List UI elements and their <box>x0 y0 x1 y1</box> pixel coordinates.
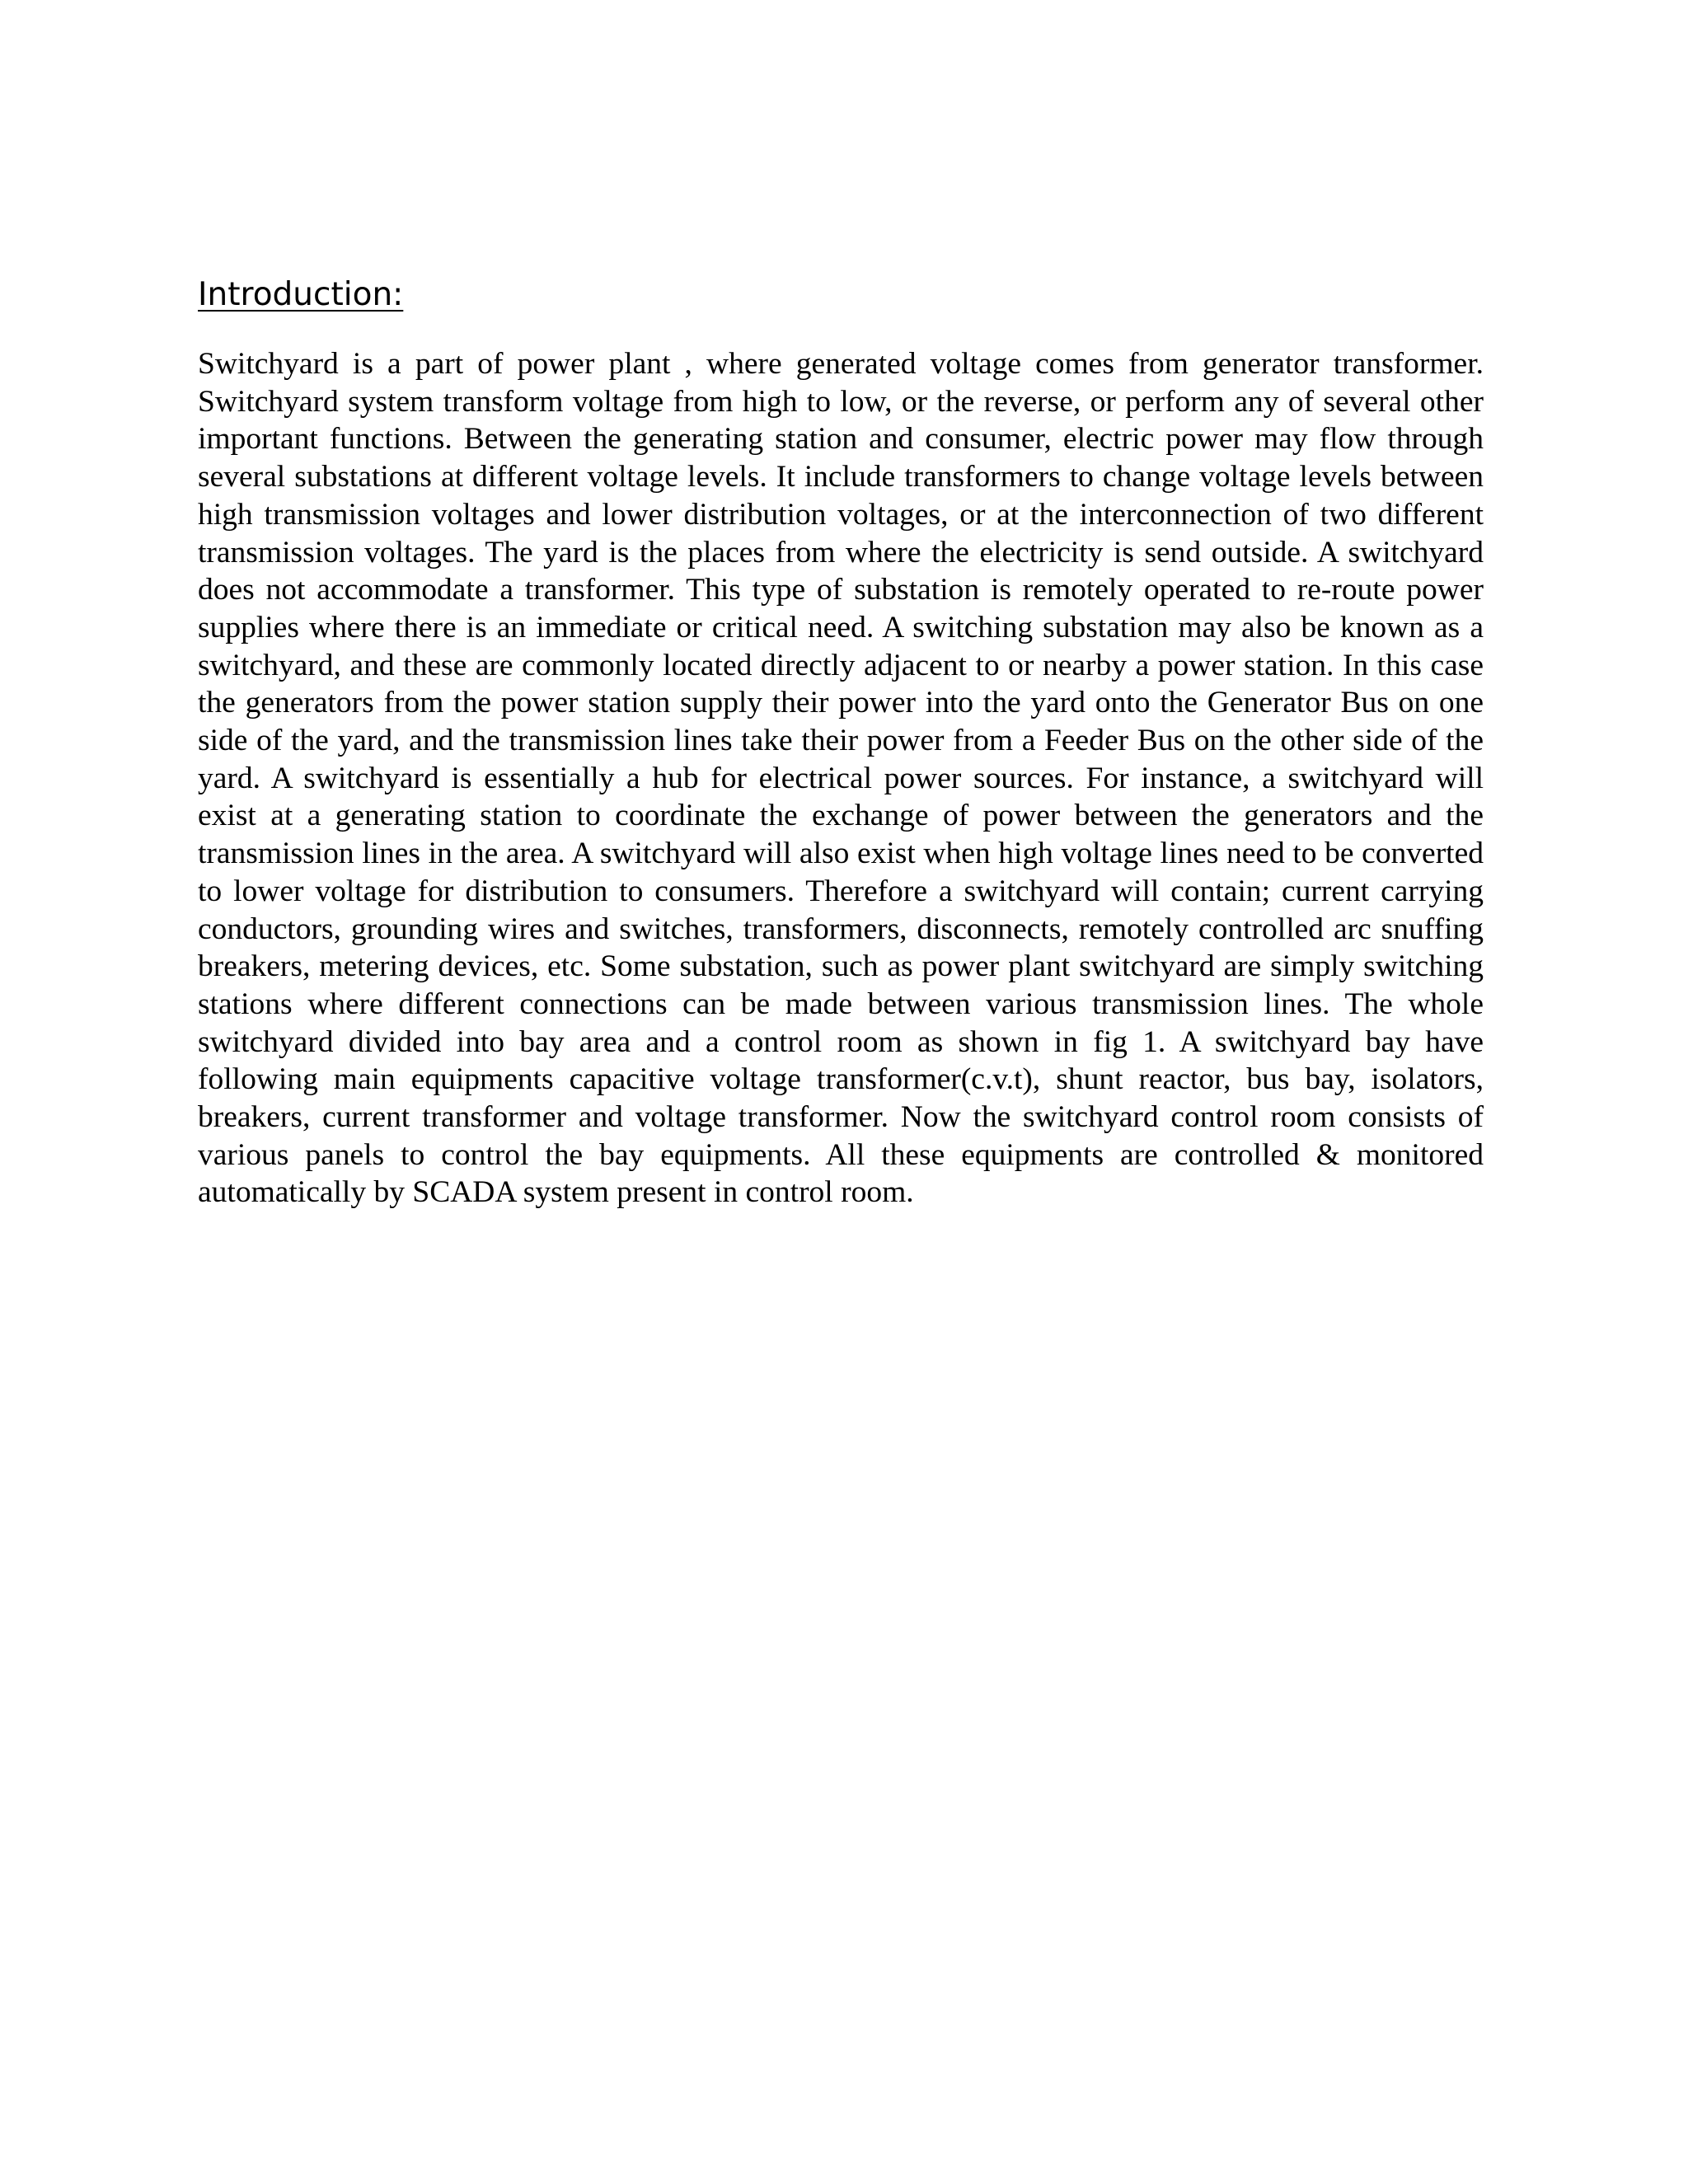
body-paragraph: Switchyard is a part of power plant , where generated voltage comes from generator transformer. Switchyard system transform voltage from high to low, or the reverse, or perform any of several other important functions. Between the generating station and consumer, electric power may flow through several substations at different voltage levels. It include transformers to change voltage levels between high transmission voltages and lower distribution voltages, or at the interconnection of two different transmission voltages. The yard is the places from where the electricity is send outside. A switchyard does not accommodate a transformer. This type of substation is remotely operated to re-route power supplies where there is an immediate or critical need. A switching substation may also be known as a switchyard, and these are commonly located directly adjacent to or nearby a power station. In this case the generators from the power station supply their power into the yard onto the Generator Bus on one side of the yard, and the transmission lines take their power from a Feeder Bus on the other side of the yard. A switchyard is essentially a hub for electrical power sources. For instance, a switchyard will exist at a generating station to coordinate the exchange of power between the generators and the transmission lines in the area. A switchyard will also exist when high voltage lines need to be converted to lower voltage for distribution to consumers. Therefore a switchyard will contain; current carrying conductors, grounding wires and switches, transformers, disconnects, remotely controlled arc snuffing breakers, metering devices, etc. Some substation, such as power plant switchyard are simply switching stations where different connections can be made between various transmission lines. The whole switchyard divided into bay area and a control room as shown in fig 1. A switchyard bay have following main equipments capacitive voltage transformer(c.v.t), shunt reactor, bus bay, isolators, breakers, current transformer and voltage transformer. Now the switchyard control room consists of various panels to control the bay equipments. All these equipments are controlled & monitored automatically by SCADA system present in control room. <box>198 347 1484 1210</box>
section-heading: Introduction: <box>198 276 404 313</box>
